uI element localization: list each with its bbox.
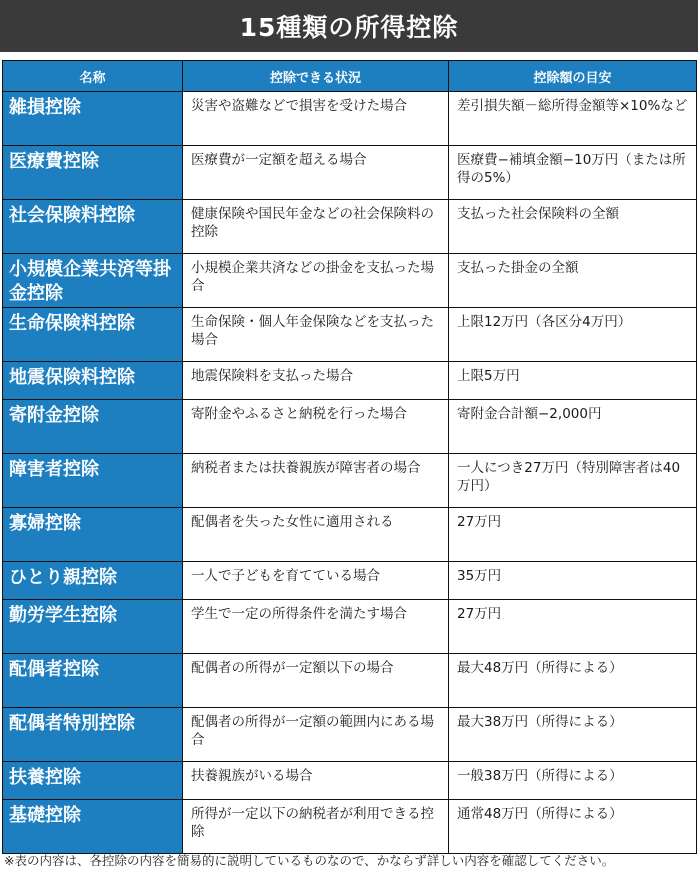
deduction-amount: 通常48万円（所得による） [449, 800, 697, 854]
deduction-situation: 配偶者を失った女性に適用される [183, 508, 449, 562]
deduction-amount: 35万円 [449, 562, 697, 600]
deduction-situation: 小規模企業共済などの掛金を支払った場合 [183, 254, 449, 308]
deduction-amount: 最大48万円（所得による） [449, 654, 697, 708]
deduction-amount: 27万円 [449, 508, 697, 562]
deduction-name: ひとり親控除 [3, 562, 183, 600]
deduction-amount: 上限12万円（各区分4万円） [449, 308, 697, 362]
deduction-name: 扶養控除 [3, 762, 183, 800]
deduction-name: 寄附金控除 [3, 400, 183, 454]
deduction-amount: 寄附金合計額−2,000円 [449, 400, 697, 454]
page-title: 15種類の所得控除 [0, 0, 698, 52]
deduction-name: 医療費控除 [3, 146, 183, 200]
deduction-name: 社会保険料控除 [3, 200, 183, 254]
deduction-situation: 健康保険や国民年金などの社会保険料の控除 [183, 200, 449, 254]
deduction-name: 基礎控除 [3, 800, 183, 854]
deduction-situation: 配偶者の所得が一定額の範囲内にある場合 [183, 708, 449, 762]
deduction-situation: 地震保険料を支払った場合 [183, 362, 449, 400]
deduction-situation: 寄附金やふるさと納税を行った場合 [183, 400, 449, 454]
deduction-situation: 医療費が一定額を超える場合 [183, 146, 449, 200]
deduction-name: 配偶者特別控除 [3, 708, 183, 762]
table-row [3, 708, 697, 762]
table-header-row [3, 61, 697, 92]
deduction-amount: 一般38万円（所得による） [449, 762, 697, 800]
table-row [3, 800, 697, 854]
deduction-name: 雑損控除 [3, 92, 183, 146]
deduction-amount: 上限5万円 [449, 362, 697, 400]
deduction-situation: 災害や盗難などで損害を受けた場合 [183, 92, 449, 146]
table-row [3, 600, 697, 654]
table-row [3, 454, 697, 508]
column-header-name: 名称 [3, 61, 183, 92]
column-header-amount: 控除額の目安 [449, 61, 697, 92]
table-row [3, 562, 697, 600]
table-row [3, 654, 697, 708]
table-row [3, 762, 697, 800]
table-row [3, 92, 697, 146]
deduction-situation: 所得が一定以下の納税者が利用できる控除 [183, 800, 449, 854]
footnote: ※表の内容は、各控除の内容を簡易的に説明しているものなので、かならず詳しい内容を確認してください。 [4, 853, 615, 868]
deduction-situation: 扶養親族がいる場合 [183, 762, 449, 800]
deduction-situation: 生命保険・個人年金保険などを支払った場合 [183, 308, 449, 362]
deduction-amount: 支払った社会保険料の全額 [449, 200, 697, 254]
deduction-amount: 支払った掛金の全額 [449, 254, 697, 308]
deduction-situation: 学生で一定の所得条件を満たす場合 [183, 600, 449, 654]
deduction-amount: 医療費−補填金額−10万円（または所得の5%） [449, 146, 697, 200]
deduction-situation: 納税者または扶養親族が障害者の場合 [183, 454, 449, 508]
table-row [3, 308, 697, 362]
deduction-name: 生命保険料控除 [3, 308, 183, 362]
table-row [3, 508, 697, 562]
table-row [3, 146, 697, 200]
deduction-name: 地震保険料控除 [3, 362, 183, 400]
deduction-name: 配偶者控除 [3, 654, 183, 708]
deduction-name: 小規模企業共済等掛金控除 [3, 254, 183, 308]
deduction-amount: 最大38万円（所得による） [449, 708, 697, 762]
table-row [3, 400, 697, 454]
deduction-amount: 一人につき27万円（特別障害者は40万円） [449, 454, 697, 508]
deduction-situation: 配偶者の所得が一定額以下の場合 [183, 654, 449, 708]
deduction-amount: 差引損失額－総所得金額等×10%など [449, 92, 697, 146]
table-row [3, 362, 697, 400]
deduction-situation: 一人で子どもを育てている場合 [183, 562, 449, 600]
deduction-amount: 27万円 [449, 600, 697, 654]
deduction-name: 障害者控除 [3, 454, 183, 508]
deduction-name: 勤労学生控除 [3, 600, 183, 654]
deduction-table [2, 60, 697, 854]
table-row [3, 200, 697, 254]
deduction-name: 寡婦控除 [3, 508, 183, 562]
column-header-situation: 控除できる状況 [183, 61, 449, 92]
table-row [3, 254, 697, 308]
